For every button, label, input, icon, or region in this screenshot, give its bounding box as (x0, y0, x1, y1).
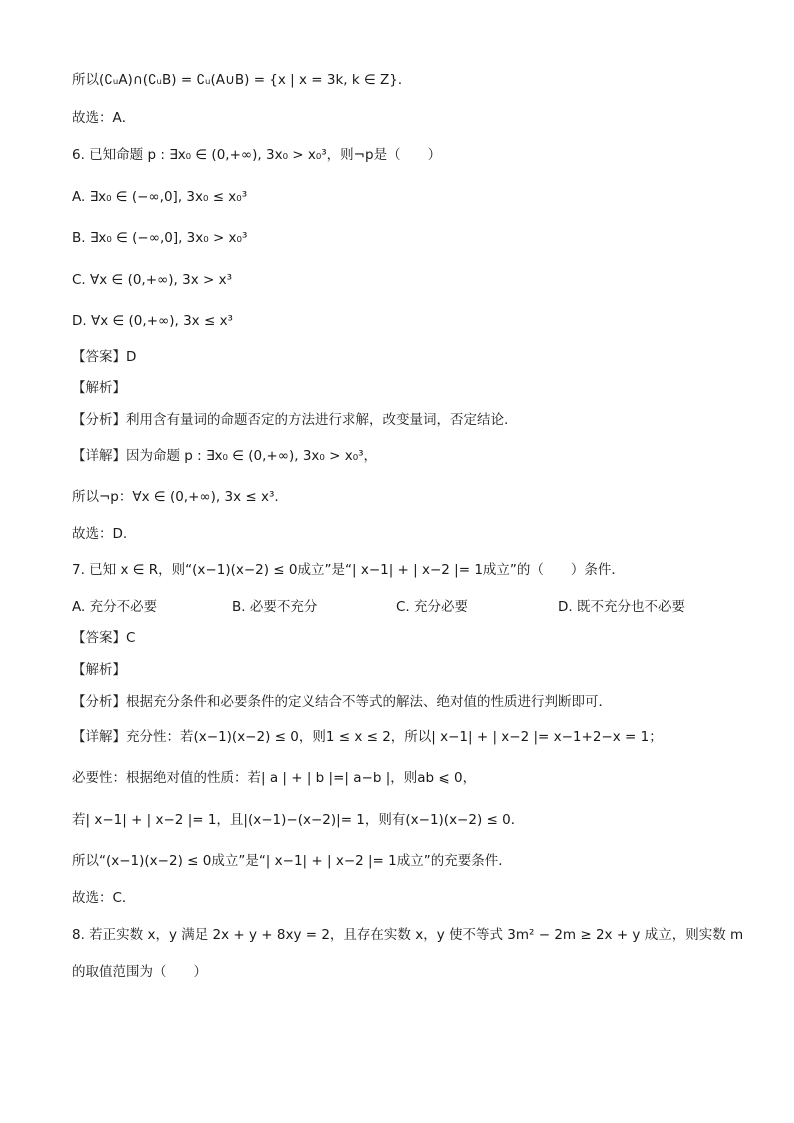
text-line: 必要性：根据绝对值的性质：若| a | + | b |=| a−b |，则ab ⩽ 0， (72, 770, 477, 786)
question-6: 6. 已知命题 p : ∃x₀ ∈ (0,+∞), 3x₀ > x₀³，则¬p是（ ） (72, 147, 442, 163)
q7-option-a: A. 充分不必要 (72, 599, 158, 615)
text-line: 故选：C． (72, 890, 136, 906)
q7-option-b: B. 必要不充分 (232, 599, 318, 615)
detail-text: 【详解】充分性：若(x−1)(x−2) ≤ 0，则1 ≤ x ≤ 2，所以| x−1| + | x−2 |= x−1+2−x = 1； (72, 729, 663, 745)
text-line: 所以“(x−1)(x−2) ≤ 0成立”是“| x−1| + | x−2 |= 1成立”的充要条件． (72, 853, 512, 869)
text-line: 所以(∁ᵤA)∩(∁ᵤB) = ∁ᵤ(A∪B) = {x | x = 3k, k ∈ Z}． (72, 72, 412, 88)
option-b: B. ∃x₀ ∈ (−∞,0], 3x₀ > x₀³ (72, 230, 248, 246)
text-line: 若| x−1| + | x−2 |= 1，且|(x−1)−(x−2)|= 1，则有(x−1)(x−2) ≤ 0． (72, 812, 525, 828)
analysis-label: 【解析】 (72, 662, 126, 678)
text-line: 故选：A． (72, 110, 136, 126)
option-d: D. ∀x ∈ (0,+∞), 3x ≤ x³ (72, 313, 233, 329)
q7-option-c: C. 充分必要 (396, 599, 469, 615)
q7-option-d: D. 既不充分也不必要 (558, 599, 685, 615)
option-c: C. ∀x ∈ (0,+∞), 3x > x³ (72, 272, 233, 288)
option-a: A. ∃x₀ ∈ (−∞,0], 3x₀ ≤ x₀³ (72, 189, 248, 205)
detail-text: 【详解】因为命题 p : ∃x₀ ∈ (0,+∞), 3x₀ > x₀³， (72, 448, 378, 464)
answer-label: 【答案】C (72, 630, 136, 646)
text-line: 所以¬p：∀x ∈ (0,+∞), 3x ≤ x³. (72, 489, 279, 505)
analysis-text: 【分析】利用含有量词的命题否定的方法进行求解，改变量词，否定结论. (72, 412, 509, 428)
text-line: 的取值范围为（ ） (72, 964, 207, 980)
analysis-text: 【分析】根据充分条件和必要条件的定义结合不等式的解法、绝对值的性质进行判断即可． (72, 694, 612, 710)
question-7: 7. 已知 x ∈ R，则“(x−1)(x−2) ≤ 0成立”是“| x−1| + | x−2 |= 1成立”的（ ）条件． (72, 562, 625, 578)
text-line: 故选：D. (72, 526, 128, 542)
answer-label: 【答案】D (72, 349, 137, 365)
analysis-label: 【解析】 (72, 380, 126, 396)
question-8: 8. 若正实数 x，y 满足 2x + y + 8xy = 2，且存在实数 x，y 使不等式 3m² − 2m ≥ 2x + y 成立，则实数 m (72, 927, 744, 943)
